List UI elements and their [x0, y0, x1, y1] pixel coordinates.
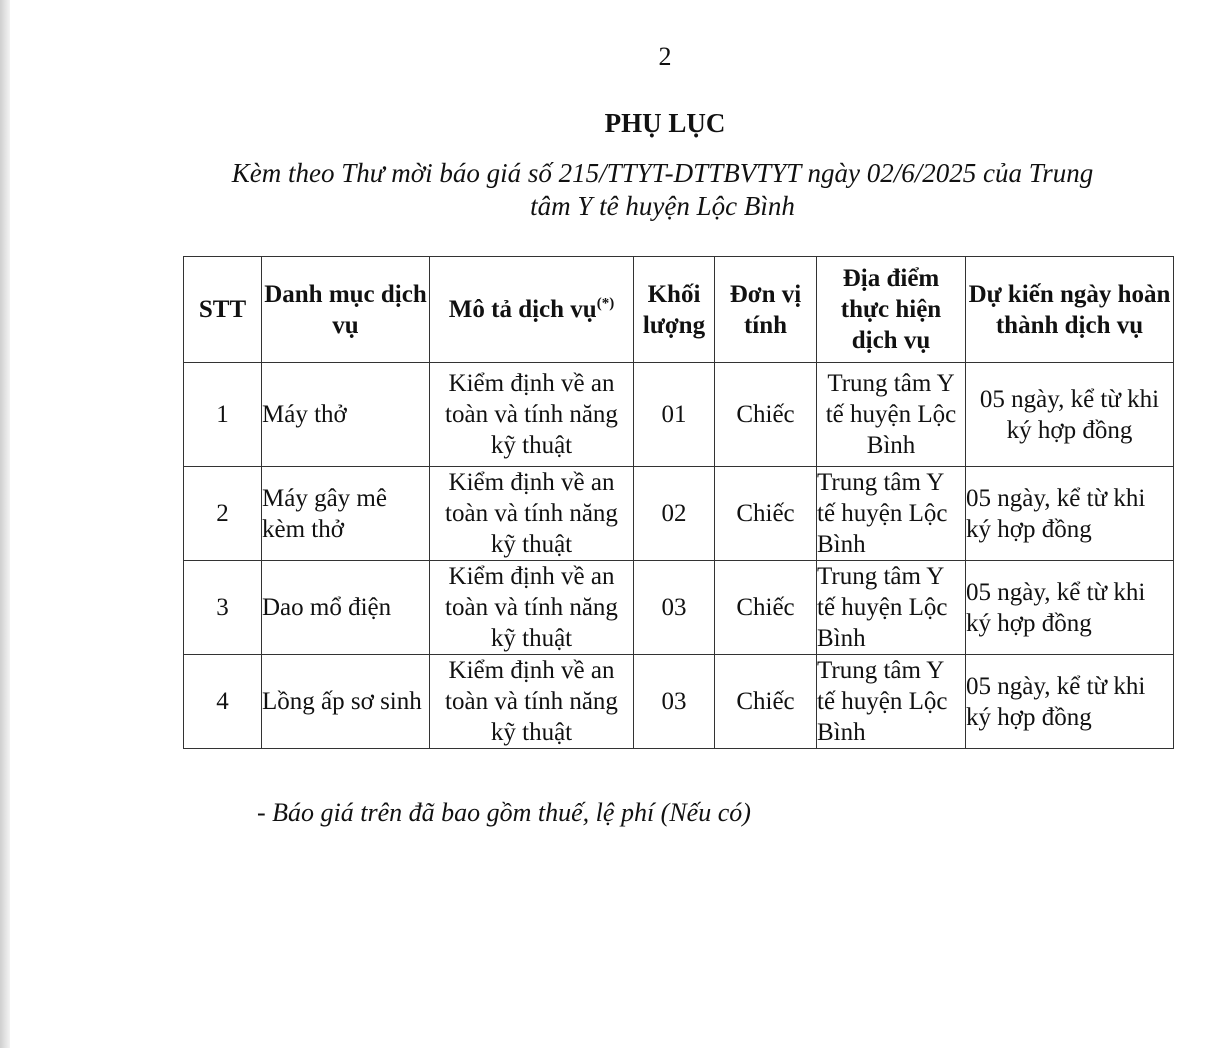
- cell-location: Trung tâm Y tế huyện Lộc Bình: [817, 363, 966, 467]
- cell-unit: Chiếc: [715, 363, 817, 467]
- page-title: PHỤ LỤC: [604, 108, 726, 138]
- cell-quantity: 03: [634, 655, 715, 749]
- cell-completion: 05 ngày, kể từ khi ký hợp đồng: [966, 655, 1174, 749]
- cell-category: Lồng ấp sơ sinh: [262, 655, 430, 749]
- cell-category: Máy thở: [262, 363, 430, 467]
- cell-location: Trung tâm Y tế huyện Lộc Bình: [817, 467, 966, 561]
- tax-note: - Báo giá trên đã bao gồm thuế, lệ phí (Nếu có): [257, 798, 751, 827]
- header-unit: Đơn vị tính: [715, 257, 817, 363]
- cell-location: Trung tâm Y tế huyện Lộc Bình: [817, 655, 966, 749]
- table-header-row: [184, 257, 1174, 363]
- header-description: [430, 257, 634, 363]
- cell-quantity: 02: [634, 467, 715, 561]
- subtitle-line-2: tâm Y tê huyện Lộc Bình: [530, 191, 795, 221]
- table-row: [184, 655, 1174, 749]
- header-category: Danh mục dịch vụ: [262, 257, 430, 363]
- cell-category: Máy gây mê kèm thở: [262, 467, 430, 561]
- page-edge-shadow: [0, 0, 10, 1048]
- cell-unit: Chiếc: [715, 655, 817, 749]
- cell-unit: Chiếc: [715, 467, 817, 561]
- cell-quantity: 03: [634, 561, 715, 655]
- page-subtitle: [185, 157, 1140, 223]
- header-stt: STT: [184, 257, 262, 363]
- header-description-text: Mô tả dịch vụ: [448, 296, 597, 323]
- cell-location: Trung tâm Y tế huyện Lộc Bình: [817, 561, 966, 655]
- cell-category: Dao mổ điện: [262, 561, 430, 655]
- cell-completion: 05 ngày, kể từ khi ký hợp đồng: [966, 363, 1174, 467]
- cell-stt: 1: [184, 363, 262, 467]
- header-completion: Dự kiến ngày hoàn thành dịch vụ: [966, 257, 1174, 363]
- cell-stt: 4: [184, 655, 262, 749]
- cell-completion: 05 ngày, kể từ khi ký hợp đồng: [966, 467, 1174, 561]
- cell-unit: Chiếc: [715, 561, 817, 655]
- header-quantity: Khối lượng: [634, 257, 715, 363]
- header-description-sup: (*): [596, 295, 615, 312]
- subtitle-line-1: Kèm theo Thư mời báo giá số 215/TTYT-DTTBVTYT ngày 02/6/2025 của Trung: [231, 158, 1094, 188]
- cell-description: Kiểm định về an toàn và tính năng kỹ thuật: [430, 363, 634, 467]
- cell-stt: 2: [184, 467, 262, 561]
- cell-description: Kiểm định về an toàn và tính năng kỹ thuật: [430, 467, 634, 561]
- cell-description: Kiểm định về an toàn và tính năng kỹ thuật: [430, 561, 634, 655]
- header-location: Địa điểm thực hiện dịch vụ: [817, 257, 966, 363]
- table-row: [184, 561, 1174, 655]
- cell-quantity: 01: [634, 363, 715, 467]
- page-number: 2: [658, 42, 672, 71]
- cell-description: Kiểm định về an toàn và tính năng kỹ thuật: [430, 655, 634, 749]
- table-row: [184, 363, 1174, 467]
- cell-completion: 05 ngày, kể từ khi ký hợp đồng: [966, 561, 1174, 655]
- services-table: [183, 256, 1174, 749]
- cell-stt: 3: [184, 561, 262, 655]
- table-row: [184, 467, 1174, 561]
